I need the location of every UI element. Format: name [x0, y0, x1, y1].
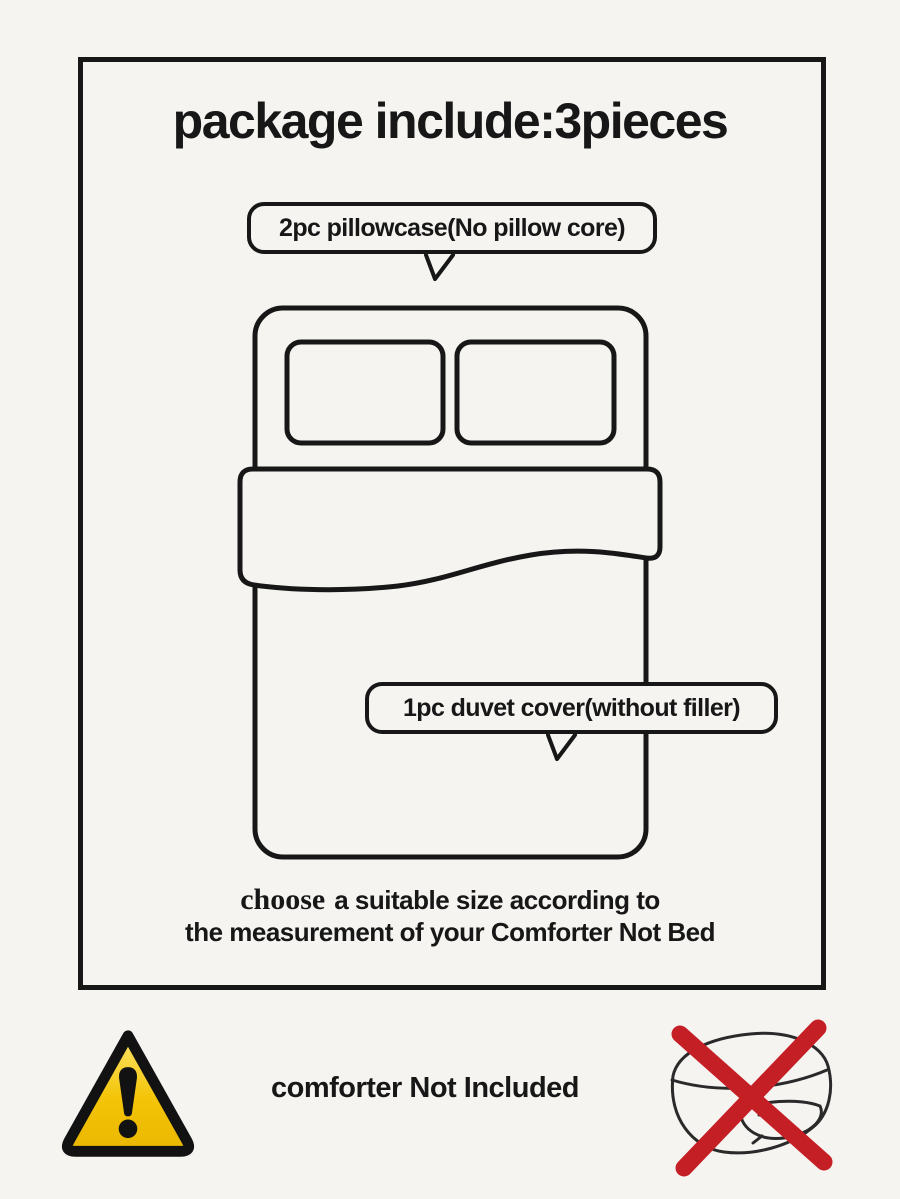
size-note-line1 — [80, 884, 820, 916]
callout-pillowcase-label: 2pc pillowcase(No pillow core) — [279, 213, 625, 242]
comforter-crossed-icon — [648, 1012, 856, 1184]
size-note-line2: the measurement of your Comforter Not Bed — [185, 917, 715, 947]
callout-duvet-label: 1pc duvet cover(without filler) — [402, 693, 740, 722]
footer — [0, 990, 900, 1199]
warning-triangle-icon — [57, 1024, 199, 1166]
pillow-left — [287, 342, 443, 443]
panel-title: package include:3pieces — [172, 93, 728, 149]
bed-diagram — [233, 300, 665, 862]
callout-pillowcase — [247, 202, 657, 254]
red-cross-icon — [680, 1028, 824, 1168]
size-note-line1-rest: a suitable size according to — [334, 885, 660, 915]
speech-bubble-tail-icon — [545, 732, 579, 764]
pillow-right — [457, 342, 614, 443]
size-note-lead-word: choose — [240, 883, 326, 916]
footer-warning-text: comforter Not Included — [270, 1072, 579, 1104]
callout-duvet — [365, 682, 778, 734]
exclamation-dot — [119, 1119, 138, 1138]
speech-bubble-tail-icon — [423, 252, 457, 284]
size-note — [80, 884, 820, 948]
